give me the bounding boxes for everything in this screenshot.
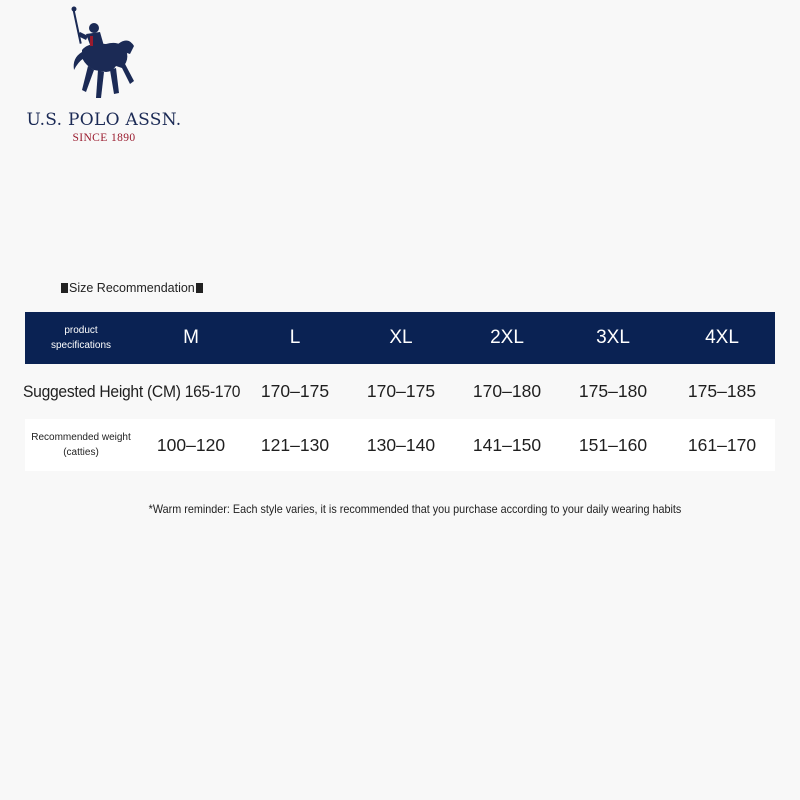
height-value: 170–180 xyxy=(472,381,542,401)
table-row-weight xyxy=(25,419,775,471)
size-m: M xyxy=(183,327,199,348)
weight-value: 130–140 xyxy=(366,434,436,455)
size-xl: XL xyxy=(389,327,413,348)
brand-since: SINCE 1890 xyxy=(72,132,136,144)
size-2xl: 2XL xyxy=(490,327,524,348)
height-value: 175–185 xyxy=(687,381,757,401)
table-header-row xyxy=(25,312,775,364)
brand-logo xyxy=(20,6,185,146)
header-label: product specifications xyxy=(50,325,112,351)
warm-reminder-note: *Warm reminder: Each style varies, it is recommended that you purchase according to your daily wearing habits xyxy=(148,502,682,516)
bracket-right-icon xyxy=(196,283,203,293)
polo-player-horse-icon xyxy=(68,6,138,106)
height-label: Suggested Height (CM) 165-170 xyxy=(23,381,241,401)
size-table xyxy=(25,312,775,471)
weight-value: 141–150 xyxy=(472,434,542,455)
size-3xl: 3XL xyxy=(596,327,630,348)
weight-value: 161–170 xyxy=(687,434,757,455)
bracket-left-icon xyxy=(61,283,68,293)
brand-name: U.S. POLO ASSN. xyxy=(26,110,182,130)
size-4xl: 4XL xyxy=(705,327,739,348)
weight-value: 151–160 xyxy=(578,434,648,455)
table-row-height xyxy=(25,364,775,419)
height-value: 170–175 xyxy=(366,381,436,401)
size-l: L xyxy=(289,327,301,348)
height-value: 170–175 xyxy=(260,381,330,401)
height-value: 175–180 xyxy=(578,381,648,401)
weight-value: 121–130 xyxy=(260,434,330,455)
weight-value: 100–120 xyxy=(156,434,226,455)
section-title: Size Recommendation xyxy=(60,281,204,295)
weight-label: Recommended weight (catties) xyxy=(31,432,131,458)
